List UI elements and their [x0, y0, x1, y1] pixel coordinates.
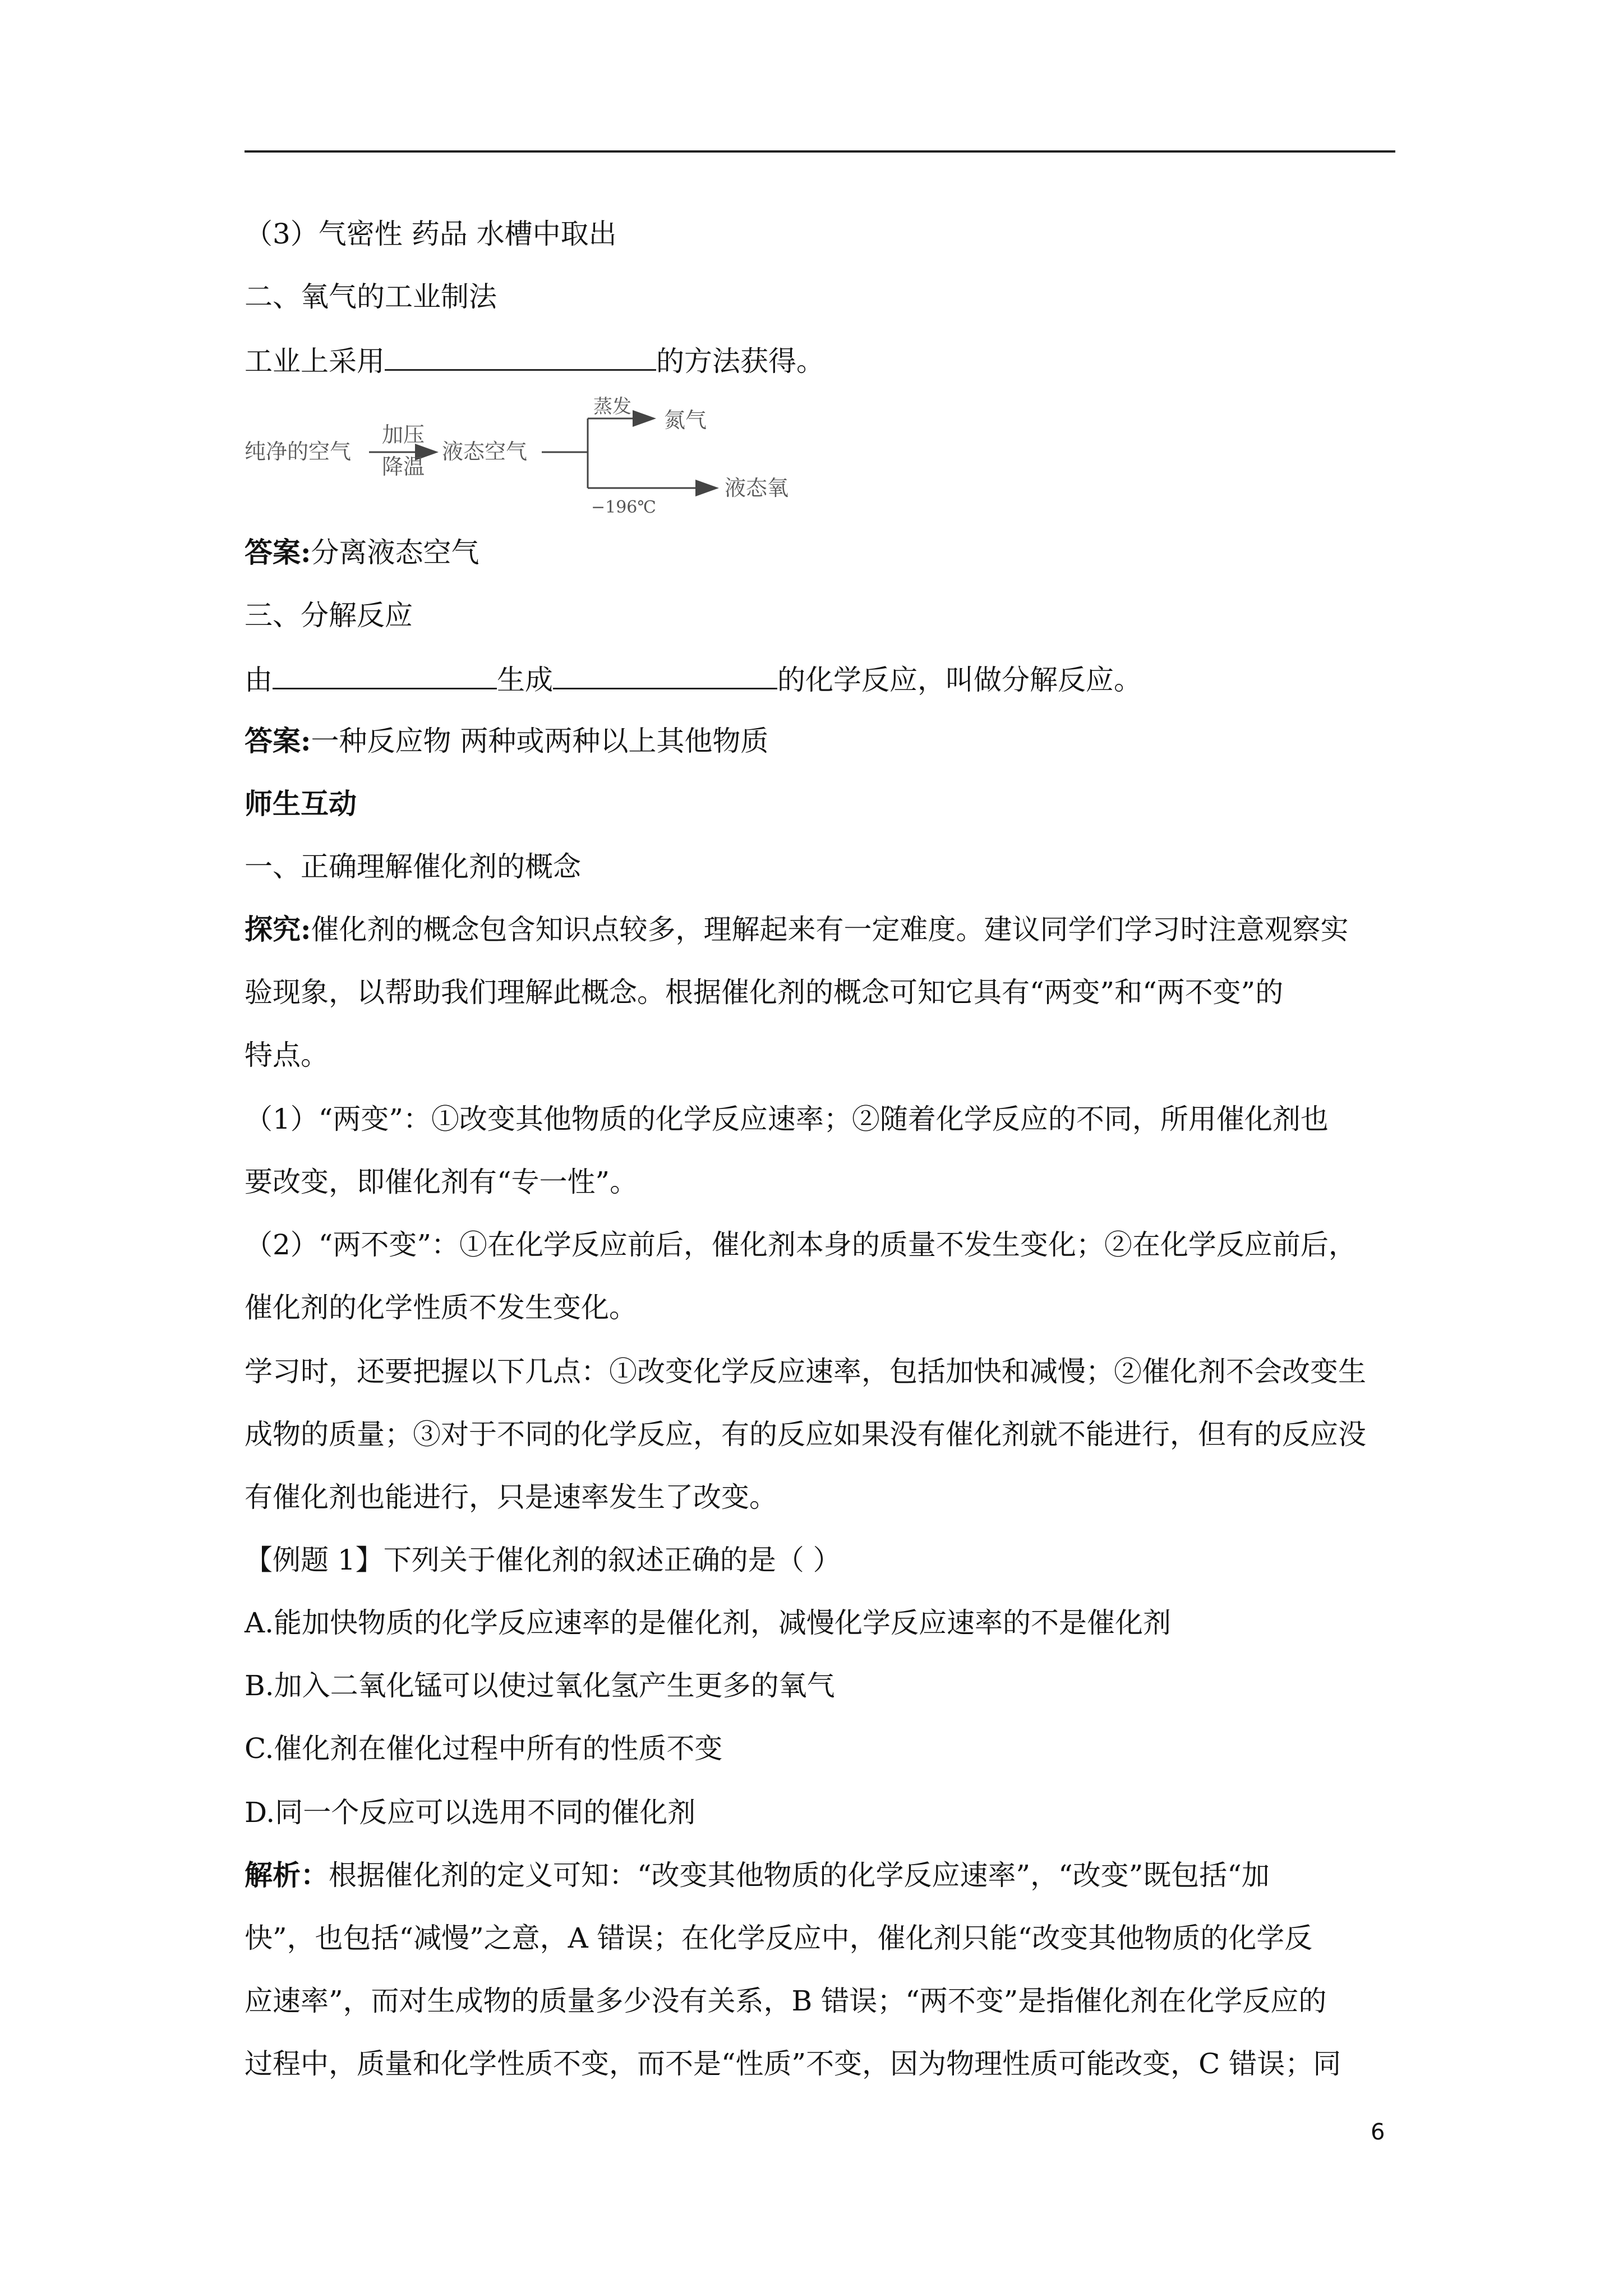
- answer-line-3: （3）气密性 药品 水槽中取出: [245, 218, 617, 250]
- blank: [553, 659, 777, 689]
- option-a: A.能加快物质的化学反应速率的是催化剂，减慢化学反应速率的不是催化剂: [245, 1607, 1172, 1639]
- analysis-line-1: [245, 1856, 1400, 1895]
- point-1-line-2: 要改变，即催化剂有“专一性”。: [245, 1166, 638, 1198]
- option-d: D.同一个反应可以选用不同的催化剂: [245, 1796, 696, 1829]
- text-seg: 工业上采用: [245, 345, 385, 378]
- explore-label: 探究:: [245, 913, 311, 946]
- analysis-label: 解析：: [245, 1858, 329, 1892]
- diagram-branch-top-out: 氮气: [664, 408, 707, 432]
- page-number: 6: [1371, 2119, 1385, 2145]
- text-seg: 的方法获得。: [656, 345, 824, 378]
- air-separation-diagram: [245, 393, 817, 522]
- answer-label: 答案:: [245, 536, 311, 569]
- analysis-line-2: 快”，也包括“减慢”之意，A 错误；在化学反应中，催化剂只能“改变其他物质的化学反: [245, 1922, 1313, 1954]
- answer-1: [245, 533, 1400, 572]
- paragraph-text: 根据催化剂的定义可知：“改变其他物质的化学反应速率”，“改变”既包括“加: [329, 1859, 1270, 1892]
- heading-catalyst: 一、正确理解催化剂的概念: [245, 850, 581, 883]
- section-title: 师生互动: [245, 787, 357, 820]
- analysis-line-4: 过程中，质量和化学性质不变，而不是“性质”不变，因为物理性质可能改变，C 错误；同: [245, 2047, 1341, 2080]
- diagram-cond-top: 加压: [382, 422, 425, 447]
- fill-blank-line: [245, 340, 1400, 381]
- blank: [385, 340, 656, 371]
- diagram-branch-top-cond: 蒸发: [593, 395, 631, 418]
- heading-decomposition: 三、分解反应: [245, 599, 413, 632]
- diagram-branch-bottom-cond: −196℃: [591, 498, 656, 517]
- text-seg: 的化学反应，叫做分解反应。: [777, 664, 1142, 696]
- answer-label: 答案:: [245, 724, 311, 757]
- answer-2: [245, 721, 1400, 761]
- text-seg: 生成: [497, 664, 553, 696]
- note-line-1: 学习时，还要把握以下几点：①改变化学反应速率，包括加快和减慢；②催化剂不会改变生: [245, 1355, 1366, 1388]
- option-c: C.催化剂在催化过程中所有的性质不变: [245, 1732, 723, 1765]
- explore-line-3: 特点。: [245, 1039, 329, 1071]
- diagram-cond-bottom: 降温: [382, 454, 425, 479]
- text-seg: 由: [245, 664, 273, 696]
- explore-line-2: 验现象，以帮助我们理解此概念。根据催化剂的概念可知它具有“两变”和“两不变”的: [245, 976, 1284, 1009]
- option-b: B.加入二氧化锰可以使过氧化氢产生更多的氧气: [245, 1669, 835, 1702]
- heading-industrial-oxygen: 二、氧气的工业制法: [245, 280, 497, 313]
- point-1-line-1: （1）“两变”：①改变其他物质的化学反应速率；②随着化学反应的不同，所用催化剂也: [245, 1103, 1329, 1135]
- diagram-start: 纯净的空气: [245, 439, 352, 464]
- note-line-2: 成物的质量；③对于不同的化学反应，有的反应如果没有催化剂就不能进行，但有的反应没: [245, 1418, 1366, 1451]
- example-question: 【例题 1】下列关于催化剂的叙述正确的是（ ）: [245, 1544, 841, 1576]
- diagram-branch-bottom-out: 液态氧: [725, 476, 789, 500]
- header-rule: [245, 150, 1395, 153]
- blank: [273, 659, 497, 689]
- fill-blank-line-2: [245, 659, 1400, 700]
- point-2-line-2: 催化剂的化学性质不发生变化。: [245, 1291, 637, 1324]
- analysis-line-3: 应速率”，而对生成物的质量多少没有关系，B 错误；“两不变”是指催化剂在化学反应的: [245, 1985, 1327, 2017]
- explore-line-1: [245, 910, 1400, 949]
- paragraph-text: 催化剂的概念包含知识点较多，理解起来有一定难度。建议同学们学习时注意观察实: [311, 913, 1349, 946]
- note-line-3: 有催化剂也能进行，只是速率发生了改变。: [245, 1481, 777, 1513]
- answer-text: 分离液态空气: [311, 536, 479, 569]
- diagram-middle: 液态空气: [442, 439, 528, 464]
- point-2-line-1: （2）“两不变”：①在化学反应前后，催化剂本身的质量不发生变化；②在化学反应前后，: [245, 1228, 1357, 1261]
- answer-text: 一种反应物 两种或两种以上其他物质: [311, 725, 769, 757]
